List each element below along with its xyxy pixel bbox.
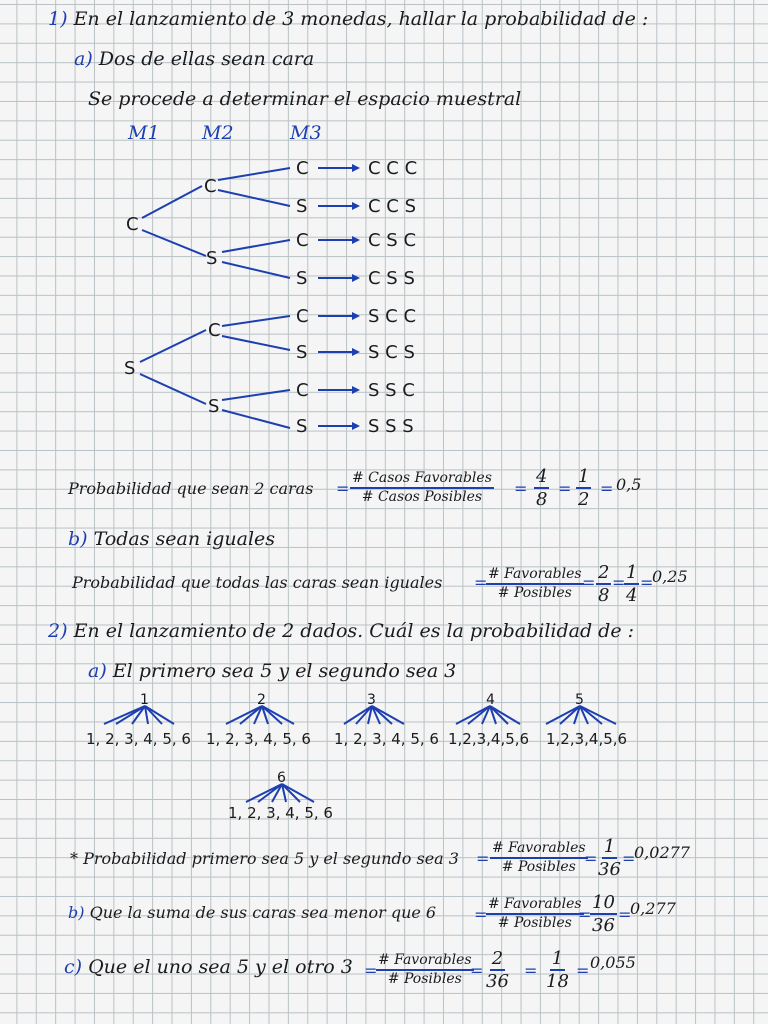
prob-2c-frac2-num: 1	[551, 948, 564, 969]
die-4-label: 4	[486, 692, 495, 708]
prob-1b-frac1	[596, 562, 611, 606]
part-1b-text: Todas sean iguales	[93, 528, 276, 550]
prob-1b-frac2	[624, 562, 639, 606]
equals-15: =	[364, 961, 378, 980]
prob-1b-label: Probabilidad que todas las caras sean iguales	[72, 573, 443, 592]
prob-2a-frac	[596, 836, 623, 880]
prob-1a-formula-num: # Casos Favorables	[350, 470, 494, 489]
die-3-options: 1, 2, 3, 4, 5, 6	[334, 730, 439, 748]
part-1a-label: a)	[74, 48, 93, 70]
part-2a	[88, 660, 456, 682]
prob-1a-frac1	[534, 466, 549, 510]
equals-17: =	[524, 961, 538, 980]
tree-node-l3-6: S	[296, 342, 308, 363]
tree-header-m3: M3	[290, 122, 322, 144]
prob-2c-result: 0,055	[590, 953, 636, 972]
part-2b-text: Que la suma de sus caras sea menor que 6	[89, 903, 437, 922]
prob-1b-frac2-den: 4	[626, 585, 638, 606]
equals-9: =	[476, 849, 490, 868]
prob-2a-label: * Probabilidad primero sea 5 y el segundo sea 3	[70, 849, 459, 868]
outcome-7: S S C	[368, 380, 415, 401]
equals-18: =	[576, 961, 590, 980]
part-2b	[68, 902, 436, 924]
die-4-options: 1,2,3,4,5,6	[448, 730, 530, 748]
part-2a-text: El primero sea 5 y el segundo sea 3	[112, 660, 457, 682]
prob-2a-formula-num: # Favorables	[490, 840, 588, 859]
part-2a-label: a)	[88, 660, 107, 682]
outcome-4: C S S	[368, 268, 415, 289]
equals-11: =	[622, 849, 636, 868]
prob-1b-frac1-num: 2	[598, 562, 610, 583]
prob-1a-label: Probabilidad que sean 2 caras	[68, 479, 314, 498]
prob-2b-frac-den: 36	[592, 915, 615, 936]
outcome-3: C S C	[368, 230, 417, 251]
prob-2b-frac	[590, 892, 617, 936]
prob-1b-formula	[486, 566, 584, 602]
prob-2c-formula	[376, 952, 474, 988]
tree-header-m2: M2	[202, 122, 234, 144]
tree-node-l3-8: S	[296, 416, 308, 437]
die-2-label: 2	[257, 692, 266, 708]
prob-2c-formula-num: # Favorables	[376, 952, 474, 971]
tree-node-l3-4: S	[296, 268, 308, 289]
tree-node-l2-c1: C	[204, 176, 217, 197]
equals-1: =	[336, 479, 350, 498]
prob-2c-frac1	[484, 948, 511, 992]
tree-node-l1-c: C	[126, 214, 139, 235]
equals-14: =	[618, 905, 632, 924]
die-5-label: 5	[575, 692, 584, 708]
tree-node-l2-s2: S	[208, 396, 220, 417]
problem-2-title: En el lanzamiento de 2 dados. Cuál es la probabilidad de :	[73, 620, 635, 642]
prob-2b-formula-den: # Posibles	[497, 915, 572, 931]
die-6-options: 1, 2, 3, 4, 5, 6	[228, 804, 333, 822]
problem-1-number: 1)	[48, 8, 68, 30]
tree-node-l3-1: C	[296, 158, 309, 179]
prob-2c-formula-den: # Posibles	[387, 971, 462, 987]
tree-node-l3-7: C	[296, 380, 309, 401]
equals-16: =	[470, 961, 484, 980]
part-2c-text: Que el uno sea 5 y el otro 3	[88, 956, 353, 978]
prob-1b-frac2-num: 1	[626, 562, 638, 583]
prob-1b-result: 0,25	[652, 567, 688, 586]
part-2c-label: c)	[64, 956, 83, 978]
prob-1b-formula-den: # Posibles	[497, 585, 572, 601]
problem-2-heading	[48, 620, 634, 642]
outcome-2: C C S	[368, 196, 417, 217]
prob-1b-frac1-den: 8	[598, 585, 610, 606]
prob-1a-formula-den: # Casos Posibles	[361, 489, 483, 505]
die-3-label: 3	[367, 692, 376, 708]
prob-1a-frac2-den: 2	[578, 489, 590, 510]
prob-1b-formula-num: # Favorables	[486, 566, 584, 585]
prob-2c-frac2	[544, 948, 571, 992]
equals-10: =	[584, 849, 598, 868]
prob-2b-result: 0,277	[630, 899, 676, 918]
problem-1-title: En el lanzamiento de 3 monedas, hallar la probabilidad de :	[73, 8, 649, 30]
part-1a-text: Dos de ellas sean cara	[98, 48, 315, 70]
prob-2b-formula	[486, 896, 584, 932]
die-2-options: 1, 2, 3, 4, 5, 6	[206, 730, 311, 748]
prob-2a-result: 0,0277	[634, 843, 690, 862]
prob-2a-frac-den: 36	[598, 859, 621, 880]
problem-2-number: 2)	[48, 620, 68, 642]
prob-1a-frac2-num: 1	[578, 466, 590, 487]
die-1-options: 1, 2, 3, 4, 5, 6	[86, 730, 191, 748]
tree-node-l3-5: C	[296, 306, 309, 327]
part-2c	[64, 956, 353, 978]
tree-node-l1-s: S	[124, 358, 136, 379]
prob-2c-frac2-den: 18	[546, 971, 569, 992]
prob-2c-frac1-num: 2	[491, 948, 504, 969]
prob-2a-formula	[490, 840, 588, 876]
tree-header-m1: M1	[128, 122, 160, 144]
outcome-8: S S S	[368, 416, 414, 437]
equals-3: =	[558, 479, 572, 498]
tree-node-l2-s1: S	[206, 248, 218, 269]
equals-6: =	[582, 573, 596, 592]
prob-2a-formula-den: # Posibles	[501, 859, 576, 875]
outcome-6: S C S	[368, 342, 415, 363]
outcome-5: S C C	[368, 306, 417, 327]
equals-2: =	[514, 479, 528, 498]
prob-2b-formula-num: # Favorables	[486, 896, 584, 915]
part-1b-label: b)	[68, 528, 88, 550]
prob-1a-result: 0,5	[616, 475, 642, 494]
prob-2c-frac1-den: 36	[486, 971, 509, 992]
die-6-label: 6	[277, 770, 286, 786]
prob-1a-frac2	[576, 466, 591, 510]
sample-space-text: Se procede a determinar el espacio muestral	[88, 88, 522, 110]
prob-1a-frac1-den: 8	[536, 489, 548, 510]
prob-1a-formula	[350, 470, 494, 506]
equals-7: =	[612, 573, 626, 592]
prob-1a-frac1-num: 4	[536, 466, 548, 487]
die-1-label: 1	[140, 692, 149, 708]
equals-4: =	[600, 479, 614, 498]
part-2b-label: b)	[68, 903, 85, 922]
die-5-options: 1,2,3,4,5,6	[546, 730, 628, 748]
outcome-1: C C C	[368, 158, 418, 179]
part-1b	[68, 528, 275, 550]
equals-13: =	[578, 905, 592, 924]
equals-12: =	[474, 905, 488, 924]
equals-5: =	[474, 573, 488, 592]
tree-node-l3-2: S	[296, 196, 308, 217]
tree-node-l3-3: C	[296, 230, 309, 251]
prob-2b-frac-num: 10	[592, 892, 615, 913]
tree-node-l2-c2: C	[208, 320, 221, 341]
equals-8: =	[640, 573, 654, 592]
prob-2a-frac-num: 1	[603, 836, 616, 857]
